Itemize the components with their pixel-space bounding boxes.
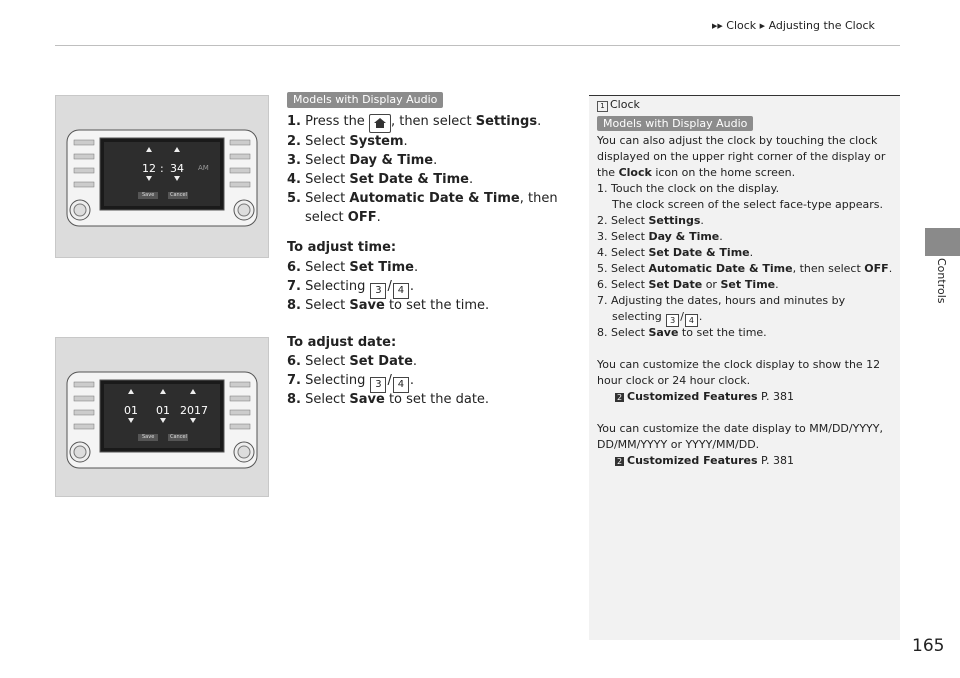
step-text: .: [433, 153, 438, 168]
time-step-8: [287, 298, 489, 313]
cancel-label: Cancel: [170, 434, 187, 440]
header-divider: [55, 45, 900, 46]
page-number: 165: [912, 636, 945, 656]
step-2: [287, 134, 408, 149]
date-step-7: 7. Selecting 3 / 4 .: [287, 373, 414, 393]
up-arrow-key-icon: 3: [666, 314, 679, 327]
sidebar-heading-text: Clock: [610, 98, 640, 111]
step-number: 4.: [287, 172, 301, 187]
step-text: , then: [519, 191, 558, 206]
step-keyword: Save: [349, 392, 385, 407]
sidebar-keyword: Automatic Date & Time: [648, 262, 793, 275]
sidebar-item-8: [597, 325, 767, 340]
sidebar-para: You can customize the clock display to show the 12: [597, 358, 881, 371]
section-heading: To adjust date:: [287, 335, 397, 350]
sidebar-text: 5. Select: [597, 262, 645, 275]
sidebar-text: the: [597, 166, 616, 179]
model-badge-label: Models with Display Audio: [287, 92, 443, 108]
step-number: 6.: [287, 260, 301, 275]
breadcrumb-arrow-icon: ▶: [759, 22, 766, 30]
year-value: 2017: [180, 404, 208, 417]
breadcrumb-section[interactable]: Clock: [726, 19, 757, 32]
step-5: [287, 191, 558, 206]
step-text: Select: [305, 153, 346, 168]
sidebar-text: 2. Select: [597, 214, 645, 227]
day-value: 01: [156, 404, 170, 417]
audio-unit-illustration: [66, 370, 258, 470]
step-keyword: Automatic Date & Time: [349, 191, 520, 206]
sidebar-heading: [597, 97, 640, 112]
sidebar-notes: [589, 95, 900, 640]
sidebar-xref[interactable]: [615, 453, 794, 468]
step-keyword: Set Date: [349, 354, 413, 369]
section-heading: To adjust time:: [287, 240, 397, 255]
step-4: [287, 172, 473, 187]
sidebar-text: to set the time.: [681, 326, 767, 339]
sidebar-para: DD/MM/YYYY or YYYY/MM/DD.: [597, 438, 760, 451]
sidebar-line: [597, 165, 795, 180]
sidebar-line: displayed on the upper right corner of the display or: [597, 150, 886, 163]
sidebar-item-5: 5. Select Automatic Date & Time, then select OFF.: [597, 262, 893, 275]
month-value: 01: [124, 404, 138, 417]
step-keyword: Set Time: [349, 260, 414, 275]
save-label: Save: [142, 434, 155, 440]
step-text: .: [376, 210, 381, 225]
step-text: Select: [305, 260, 346, 275]
sidebar-text: 4. Select: [597, 246, 645, 259]
date-step-8: [287, 392, 489, 407]
model-badge: [287, 92, 443, 108]
step-number: 5.: [287, 191, 301, 206]
step-text: select: [305, 210, 344, 225]
step-number: 7.: [287, 373, 301, 388]
time-heading: [287, 240, 396, 255]
date-heading: [287, 335, 396, 350]
sidebar-item-3: 3. Select Day & Time.: [597, 230, 723, 243]
step-3: [287, 153, 437, 168]
hour-value: 12: [142, 162, 156, 175]
step-number: 8.: [287, 298, 301, 313]
audio-unit-svg: [66, 128, 258, 228]
sidebar-item-7b: selecting 3 / 4 .: [612, 310, 703, 325]
step-keyword: OFF: [347, 210, 377, 225]
breadcrumb-page[interactable]: Adjusting the Clock: [768, 19, 875, 32]
sidebar-text: selecting: [612, 310, 662, 323]
sidebar-keyword: OFF: [864, 262, 889, 275]
step-keyword: Save: [349, 298, 385, 313]
sidebar-text: 8. Select: [597, 326, 645, 339]
sidebar-text: icon on the home screen.: [655, 166, 796, 179]
time-step-7: 7. Selecting 3 / 4 .: [287, 279, 414, 299]
sidebar-para: You can customize the date display to MM/DD/YYYY,: [597, 422, 883, 435]
sidebar-line: You can also adjust the clock by touching the clock: [597, 134, 878, 147]
date-step-6: [287, 354, 417, 369]
sidebar-badge: [597, 116, 753, 131]
xref-label: Customized Features: [627, 454, 758, 467]
sidebar-item-4: 4. Select Set Date & Time.: [597, 246, 754, 259]
sidebar-keyword: Set Time: [720, 278, 776, 291]
step-text: .: [409, 373, 415, 388]
step-number: 7.: [287, 279, 301, 294]
audio-unit-svg: [66, 370, 258, 470]
step-number: 8.: [287, 392, 301, 407]
sidebar-keyword: Clock: [618, 166, 652, 179]
sidebar-text: 6. Select: [597, 278, 645, 291]
down-arrow-key-icon: 4: [393, 283, 409, 299]
breadcrumb-arrow-icon: ▶▶: [712, 22, 723, 30]
step-5-continued: [305, 210, 381, 225]
xref-page: P. 381: [761, 454, 794, 467]
step-text: .: [403, 134, 408, 149]
sidebar-item-2: 2. Select Settings.: [597, 214, 704, 227]
step-text: .: [413, 260, 419, 275]
sidebar-item-1b: The clock screen of the select face-type appears.: [612, 198, 884, 211]
step-text: Selecting: [305, 373, 366, 388]
step-keyword: System: [349, 134, 404, 149]
side-tab-marker: [925, 228, 960, 256]
home-button-icon: [369, 114, 391, 133]
sidebar-text: or: [705, 278, 717, 291]
step-keyword: Set Date & Time: [349, 172, 469, 187]
xref-arrow-icon: 2: [616, 457, 623, 466]
ampm-value: AM: [198, 164, 209, 172]
step-text: Select: [305, 298, 346, 313]
note-icon: 1: [597, 101, 608, 112]
cancel-label: Cancel: [170, 192, 187, 198]
step-number: 6.: [287, 354, 301, 369]
sidebar-xref[interactable]: [615, 389, 794, 404]
time-screen-figure: [55, 95, 269, 258]
audio-unit-illustration: [66, 128, 258, 228]
step-keyword: Day & Time: [349, 153, 434, 168]
step-text: Select: [305, 392, 346, 407]
step-keyword: Settings: [475, 114, 538, 129]
step-text: , then select: [390, 114, 472, 129]
step-number: 3.: [287, 153, 301, 168]
step-text: .: [409, 279, 415, 294]
sidebar-item-1: 1. Touch the clock on the display.: [597, 182, 780, 195]
step-text: .: [468, 172, 474, 187]
sidebar-keyword: Save: [648, 326, 679, 339]
step-text: .: [412, 354, 418, 369]
step-number: 1.: [287, 114, 301, 129]
sidebar-badge-label: Models with Display Audio: [597, 116, 753, 131]
xref-page: P. 381: [761, 390, 794, 403]
step-text: Selecting: [305, 279, 366, 294]
step-text: Press the: [305, 114, 365, 129]
time-separator: :: [160, 162, 164, 175]
sidebar-text: 3. Select: [597, 230, 645, 243]
up-arrow-key-icon: 3: [370, 377, 386, 393]
sidebar-divider: [589, 95, 900, 96]
date-screen-figure: [55, 337, 269, 497]
step-text: Select: [305, 134, 346, 149]
step-1: [287, 114, 541, 133]
breadcrumb: [712, 19, 875, 32]
sidebar-keyword: Day & Time: [648, 230, 720, 243]
xref-label: Customized Features: [627, 390, 758, 403]
xref-arrow-icon: 2: [616, 393, 623, 402]
down-arrow-key-icon: 4: [393, 377, 409, 393]
save-label: Save: [142, 192, 155, 198]
time-step-6: [287, 260, 418, 275]
side-tab[interactable]: [926, 258, 958, 318]
sidebar-keyword: Set Date & Time: [648, 246, 750, 259]
sidebar-item-7: 7. Adjusting the dates, hours and minutes by: [597, 294, 846, 307]
step-number: 2.: [287, 134, 301, 149]
down-arrow-key-icon: 4: [685, 314, 698, 327]
step-text: .: [537, 114, 542, 129]
sidebar-keyword: Set Date: [648, 278, 703, 291]
step-text: to set the date.: [388, 392, 490, 407]
minute-value: 34: [170, 162, 184, 175]
step-text: Select: [305, 172, 346, 187]
sidebar-text: , then select: [792, 262, 861, 275]
side-tab-label: Controls: [935, 258, 948, 304]
step-text: Select: [305, 354, 346, 369]
step-text: to set the time.: [388, 298, 490, 313]
step-text: Select: [305, 191, 346, 206]
up-arrow-key-icon: 3: [370, 283, 386, 299]
sidebar-keyword: Settings: [648, 214, 701, 227]
sidebar-item-6: 6. Select Set Date or Set Time.: [597, 278, 779, 291]
sidebar-para: hour clock or 24 hour clock.: [597, 374, 751, 387]
